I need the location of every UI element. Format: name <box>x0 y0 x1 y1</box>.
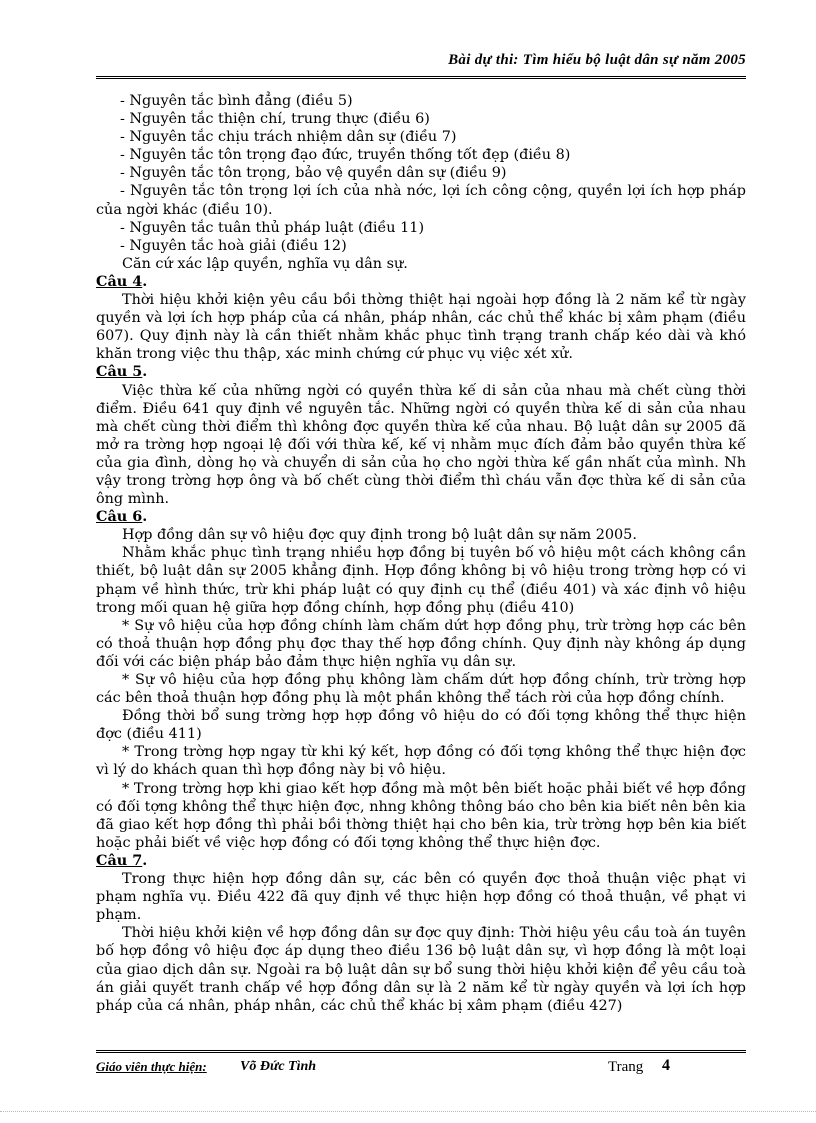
header-rule <box>96 76 746 79</box>
header-title: Bài dự thi: Tìm hiểu bộ luật dân sự năm 2005 <box>448 52 746 68</box>
paragraph: Trong thực hiện hợp đồng dân sự, các bên có quyền đợc thoả thuận việc phạt vi phạm nghĩa vụ. Điều 422 đã quy định về thực hiện hợp đồng có thoả thuận, về phạt vi phạm. <box>96 871 746 924</box>
footer-rule <box>96 1050 746 1053</box>
question-heading: Câu 5. <box>96 363 148 381</box>
teacher-label: Giáo viên thực hiện: <box>96 1059 207 1074</box>
question-heading: Câu 6. <box>96 508 148 526</box>
principle-item: - Nguyên tắc tuân thủ pháp luật (điều 11) <box>120 219 425 236</box>
page-number: 4 <box>662 1057 670 1074</box>
paragraph: * Trong trờng hợp khi giao kết hợp đồng mà một bên biết hoặc phải biết về hợp đồng có đối tợng không thể thực hiện đợc, nhng không thông báo cho bên kia biết nên bên kia đã giao kết hợp đồng thì phải bồi thờng thiệt hại cho bên kia, trừ trờng hợp bên kia biết hoặc phải biết về việc hợp đồng có đối tợng không thể thực hiện đợc. <box>96 780 746 851</box>
page-footer <box>96 1057 746 1079</box>
document-body <box>96 92 746 1015</box>
question-heading: Câu 7. <box>96 851 148 869</box>
page-header <box>96 52 746 69</box>
paragraph: Nhằm khắc phục tình trạng nhiều hợp đồng bị tuyên bố vô hiệu một cách không cần thiết, bộ luật dân sự 2005 khẳng định. Hợp đồng không bị vô hiệu trong trờng hợp có vi phạm về hình thức, trừ khi pháp luật có quy định cụ thể (điều 401) và xác định vô hiệu trong mối quan hệ giữa hợp đồng chính, hợp đồng phụ (điều 410) <box>96 545 746 616</box>
paragraph: * Sự vô hiệu của hợp đồng chính làm chấm dứt hợp đồng phụ, trừ trờng hợp các bên có thoả thuận hợp đồng phụ đợc thay thế hợp đồng chính. Quy định này không áp dụng đối với các biện pháp bảo đảm thực hiện nghĩa vụ dân sự. <box>96 617 746 670</box>
page-label: Trang <box>608 1059 644 1075</box>
question-heading: Câu 4. <box>96 272 148 290</box>
paragraph: Thời hiệu khởi kiện yêu cầu bồi thờng thiệt hại ngoài hợp đồng là 2 năm kể từ ngày quyền và lợi ích hợp pháp của cá nhân, pháp nhân, các chủ thể khác bị xâm phạm (điều 607). Quy định này là cần thiết nhằm khắc phục tình trạng tranh chấp kéo dài và khó khăn trong việc thu thập, xác minh chứng cứ phục vụ việc xét xử. <box>96 292 746 363</box>
paragraph: Việc thừa kế của những ngời có quyền thừa kế di sản của nhau mà chết cùng thời điểm. Điều 641 quy định về nguyên tắc. Những ngời có quyền thừa kế di sản của nhau mà chết cùng thời điểm thì không đợc quyền thừa kế của nhau. Bộ luật dân sự 2005 đã mở ra trờng hợp ngoại lệ đối với thừa kế, kế vị nhằm mục đích đảm bảo quyền thừa kế của gia đình, dòng họ và chuyển di sản của họ cho ngời thừa kế gần nhất của mình. Nh vậy trong trờng hợp ông và bố chết cùng thời điểm thì cháu vẫn đợc thừa kế di sản của ông mình. <box>96 382 746 508</box>
paragraph: * Sự vô hiệu của hợp đồng phụ không làm chấm dứt hợp đồng chính, trừ trờng hợp các bên thoả thuận hợp đồng phụ là một phần không thể tách rời của hợp đồng chính. <box>96 672 746 707</box>
principle-item: - Nguyên tắc chịu trách nhiệm dân sự (điều 7) <box>120 129 457 146</box>
basis-line: Căn cứ xác lập quyền, nghĩa vụ dân sự. <box>122 255 408 272</box>
principle-item: - Nguyên tắc bình đẳng (điều 5) <box>120 93 353 109</box>
paragraph: Hợp đồng dân sự vô hiệu đợc quy định trong bộ luật dân sự năm 2005. <box>122 527 637 544</box>
principle-item: - Nguyên tắc tôn trọng lợi ích của nhà nớc, lợi ích công cộng, quyền lợi ích hợp pháp của ngời khác (điều 10). <box>96 183 746 218</box>
principle-item: - Nguyên tắc thiện chí, trung thực (điều 6) <box>120 111 430 128</box>
paragraph: Thời hiệu khởi kiện về hợp đồng dân sự đợc quy định: Thời hiệu yêu cầu toà án tuyên bố hợp đồng vô hiệu đợc áp dụng theo điều 136 bộ luật dân sự, vì hợp đồng là một loại của giao dịch dân sự. Ngoài ra bộ luật dân sự bổ sung thời hiệu khởi kiện để yêu cầu toà án giải quyết tranh chấp về hợp đồng dân sự là 2 năm kể từ ngày quyền và lợi ích hợp pháp của cá nhân, pháp nhân, các chủ thể khác bị xâm phạm (điều 427) <box>96 925 746 1014</box>
principle-item: - Nguyên tắc tôn trọng đạo đức, truyền thống tốt đẹp (điều 8) <box>120 147 571 164</box>
principle-item: - Nguyên tắc tôn trọng, bảo vệ quyền dân sự (điều 9) <box>120 165 507 182</box>
page-boundary <box>0 1111 816 1112</box>
paragraph: Đồng thời bổ sung trờng hợp hợp đồng vô hiệu do có đối tợng không thể thực hiện đợc (điều 411) <box>96 708 746 743</box>
principle-item: - Nguyên tắc hoà giải (điều 12) <box>120 237 347 254</box>
paragraph: * Trong trờng hợp ngay từ khi ký kết, hợp đồng có đối tợng không thể thực hiện đợc vì lý do khách quan thì hợp đồng này bị vô hiệu. <box>96 744 746 779</box>
teacher-name: Võ Đức Tình <box>240 1059 317 1074</box>
